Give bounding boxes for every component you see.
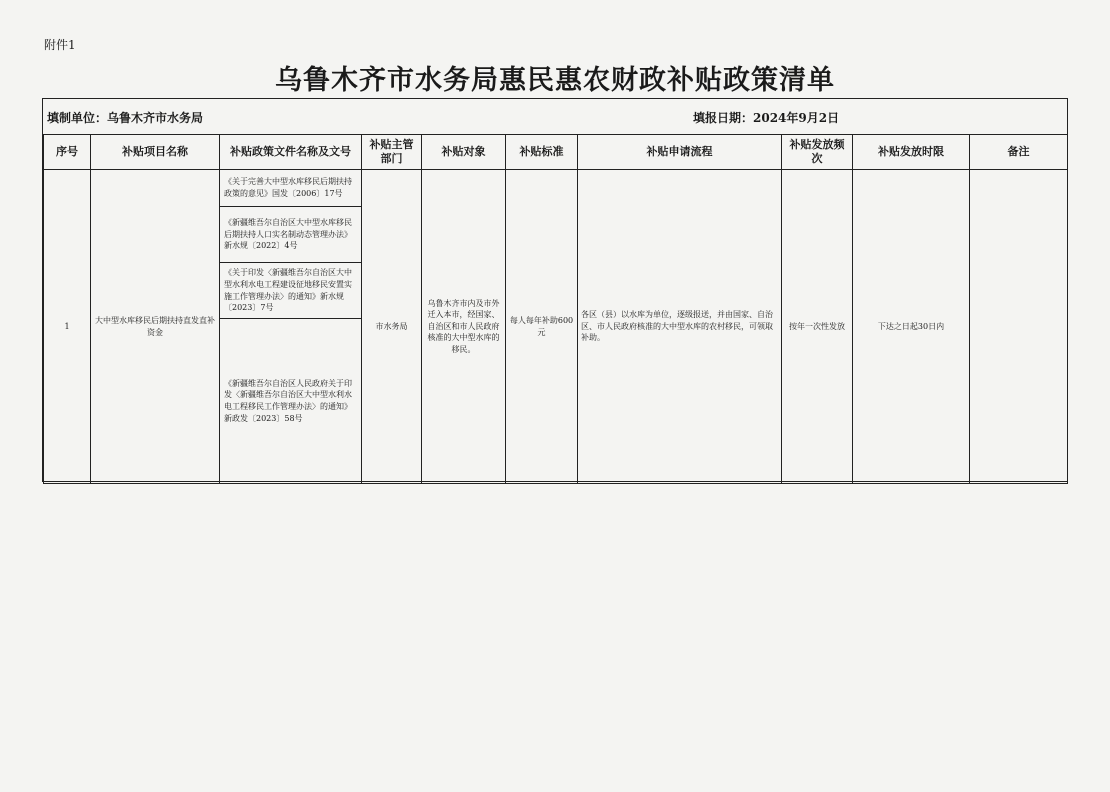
- policy-sheet: [42, 98, 1068, 482]
- header-row: [44, 135, 1068, 170]
- info-row: [43, 99, 1067, 135]
- cell-remark: [970, 170, 1068, 484]
- cell-project: 大中型水库移民后期扶持直发直补资金: [91, 170, 220, 484]
- header-target: 补贴对象: [422, 135, 506, 170]
- table-row: [44, 170, 1068, 207]
- page-title: 乌鲁木齐市水务局惠民惠农财政补贴政策清单: [275, 65, 835, 96]
- header-dept: 补贴主管部门: [362, 135, 422, 170]
- header-time: 补贴发放时限: [853, 135, 970, 170]
- header-process: 补贴申请流程: [578, 135, 782, 170]
- cell-standard: 每人每年补助600元: [506, 170, 578, 484]
- filling-unit: 填制单位：乌鲁木齐市水务局: [47, 111, 204, 125]
- header-project: 补贴项目名称: [91, 135, 220, 170]
- cell-policy-1: 《关于完善大中型水库移民后期扶持政策的意见》国发〔2006〕17号: [220, 170, 362, 207]
- cell-policy-4: 《新疆维吾尔自治区人民政府关于印发〈新疆维吾尔自治区大中型水利水电工程移民工作管理办法〉的通知》新政发〔2023〕58号: [220, 319, 362, 484]
- cell-policy-3: 《关于印发〈新疆维吾尔自治区大中型水利水电工程建设征地移民安置实施工作管理办法〉的通知》新水规〔2023〕7号: [220, 263, 362, 319]
- cell-seq: 1: [44, 170, 91, 484]
- header-frequency: 补贴发放频次: [782, 135, 853, 170]
- cell-policy-2: 《新疆维吾尔自治区大中型水库移民后期扶持人口实名制动态管理办法》新水规〔2022〕4号: [220, 207, 362, 263]
- cell-process: 各区（县）以水库为单位，逐级报送，并由国家、自治区、市人民政府核准的大中型水库的农村移民，可领取补助。: [578, 170, 782, 484]
- cell-target: 乌鲁木齐市内及市外迁入本市，经国家、自治区和市人民政府核准的大中型水库的移民。: [422, 170, 506, 484]
- header-seq: 序号: [44, 135, 91, 170]
- header-remark: 备注: [970, 135, 1068, 170]
- cell-frequency: 按年一次性发放: [782, 170, 853, 484]
- header-standard: 补贴标准: [506, 135, 578, 170]
- policy-table: [43, 134, 1068, 484]
- header-policy: 补贴政策文件名称及文号: [220, 135, 362, 170]
- filling-date: 填报日期：2024年9月2日: [693, 111, 840, 125]
- cell-dept: 市水务局: [362, 170, 422, 484]
- attachment-label: 附件1: [44, 38, 76, 52]
- cell-time: 下达之日起30日内: [853, 170, 970, 484]
